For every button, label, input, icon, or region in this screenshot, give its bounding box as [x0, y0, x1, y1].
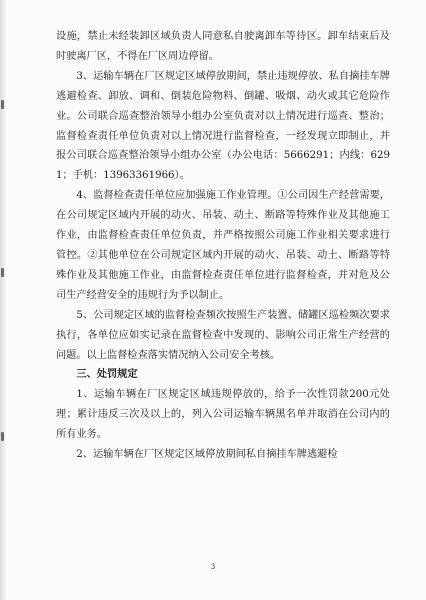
paragraph-penalty-1: 1、运输车辆在厂区规定区域违规停放的，给予一次性罚款200元处理；累计违反三次及以上的，列入公司运输车辆黑名单并取消在公司内的所有业务。	[56, 389, 390, 441]
paragraph-item-4: 4、监督检查责任单位应加强施工作业管理。①公司因生产经营需要，在公司规定区域内开展的动火、吊装、动土、断路等特殊作业及其他施工作业，由监督检查责任单位负责，并严格按照公司施工作业相关要求进行管控。②其他单位在公司规定区域内开展的动火、吊装、动土、断路等特殊作业及其他施工作业，由监督检查责任单位进行监督检查，并对危及公司生产经营安全的违规行为予以制止。	[56, 190, 390, 301]
binding-mark	[1, 268, 4, 277]
binding-mark	[1, 100, 4, 109]
scan-edge	[0, 0, 6, 600]
paragraph-penalty-2: 2、运输车辆在厂区规定区域停放期间私自摘挂车牌逃避检	[76, 449, 338, 461]
page-number: 3	[210, 563, 216, 571]
paragraph-item-3: 3、运输车辆在厂区规定区域停放期间，禁止违规停放、私自摘挂车牌逃避检查、卸放、调和、倒装危险物料、倒罐、吸烟、动火或其它危险作业。公司联合巡查整治领导小组办公室负责对以上情况进行巡查、整治；监督检查责任单位负责对以上情况进行监督检查，一经发现立即制止，并报公司联合巡查整治领导小组办公室（办公电话：5666291；内线：6291；手机：13963361966）。	[56, 70, 390, 182]
section-heading-penalties: 三、处罚规定	[76, 368, 138, 381]
paragraph-continuation: 设施，禁止未经装卸区域负责人同意私自驶离卸车等待区。卸车结束后及时驶离厂区，不得在厂区周边停留。	[56, 31, 390, 62]
document-body	[56, 27, 390, 465]
paragraph-item-5: 5、公司规定区域的监督检查频次按照生产装置、储罐区巡检频次要求执行，各单位应如实记录在监督检查中发现的、影响公司正常生产经营的问题。以上监督检查落实情况纳入公司安全考核。	[56, 309, 390, 361]
binding-mark	[1, 432, 4, 441]
